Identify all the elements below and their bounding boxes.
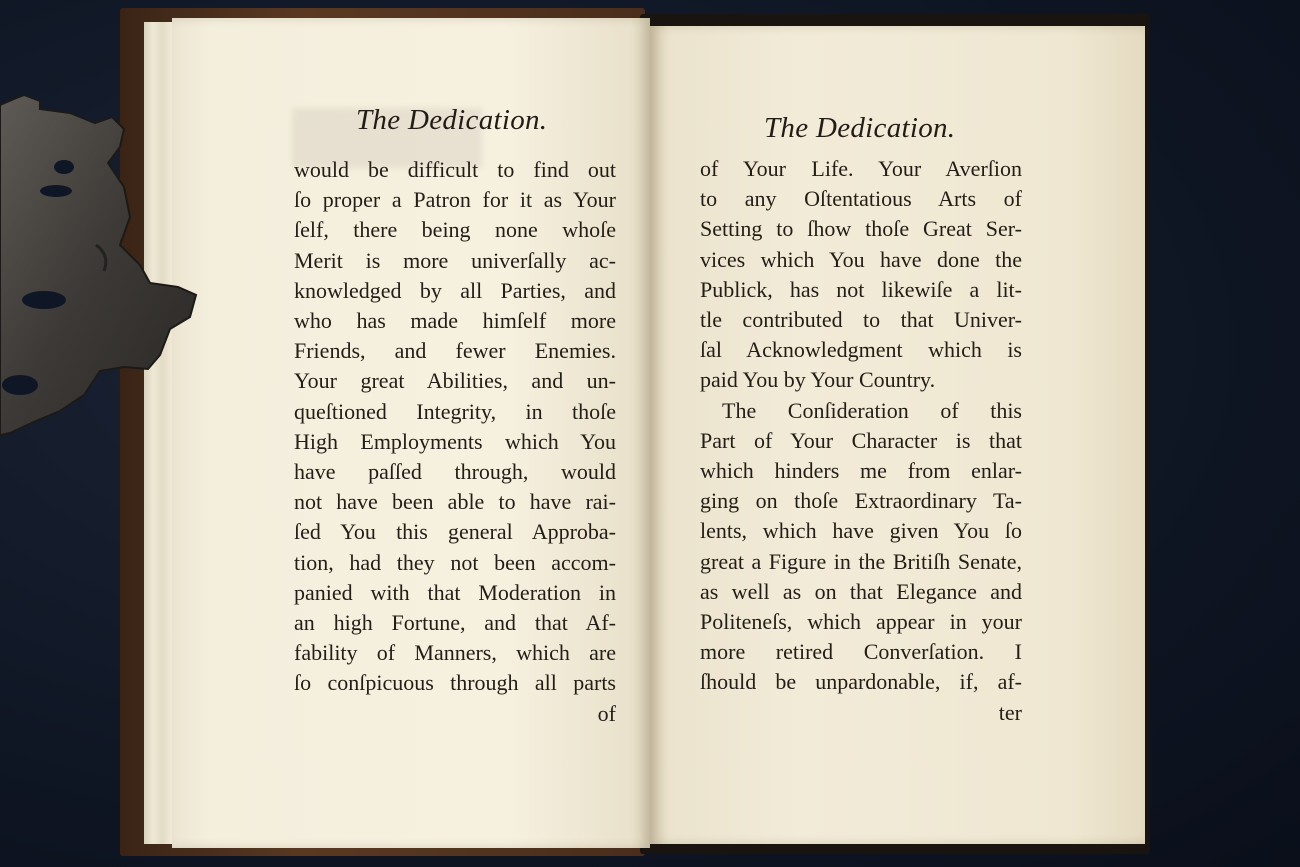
metal-clasp	[0, 95, 200, 440]
text-line: would be difficult to find out	[294, 157, 616, 182]
catchword: of	[597, 700, 616, 726]
text-line: paid You by Your Country.	[700, 367, 936, 393]
text-line: Setting to ſhow thoſe Great Ser-	[700, 216, 1022, 242]
text-line: tion, had they not been accom-	[294, 549, 616, 575]
text-line: great a Figure in the Britiſh Senate,	[700, 548, 1022, 574]
text-line: High Employments which You	[294, 428, 616, 454]
text-line: vices which You have done the	[700, 246, 1022, 272]
right-page	[650, 26, 1145, 844]
text-line: lents, which have given You ſo	[700, 518, 1022, 544]
text-line: ſhould be unpardonable, if, af-	[700, 669, 1022, 695]
text-line: not have been able to have rai-	[294, 489, 616, 515]
text-line: as well as on that Elegance and	[700, 578, 1022, 604]
text-line: ſelf, there being none whoſe	[294, 217, 616, 243]
text-line: knowledged by all Parties, and	[294, 277, 616, 303]
text-line: panied with that Moderation in	[294, 579, 616, 605]
text-line: queſtioned Integrity, in thoſe	[294, 398, 616, 424]
left-page	[172, 18, 650, 848]
text-line: have paſſed through, would	[294, 459, 616, 485]
text-line: ſal Acknowledgment which is	[700, 337, 1022, 363]
text-line: Part of Your Character is that	[700, 427, 1022, 453]
text-line: ſed You this general Approba-	[294, 519, 616, 545]
right-running-head: The Dedication.	[764, 112, 956, 144]
text-line: an high Fortune, and that Af-	[294, 610, 616, 636]
text-line: Politeneſs, which appear in your	[700, 609, 1022, 635]
text-line: Friends, and fewer Enemies.	[294, 338, 616, 364]
text-line: The Conſideration of this	[722, 397, 1022, 423]
text-line: Publick, has not likewiſe a lit-	[700, 276, 1022, 302]
text-line: fability of Manners, which are	[294, 640, 616, 666]
left-text-block	[294, 155, 616, 729]
text-line: ging on thoſe Extraordinary Ta-	[700, 488, 1022, 514]
text-line: ſo conſpicuous through all parts	[294, 670, 616, 696]
text-line: which hinders me from enlar-	[700, 458, 1022, 484]
catchword: ter	[998, 699, 1022, 725]
text-line: Your great Abilities, and un-	[294, 368, 616, 394]
left-running-head: The Dedication.	[356, 104, 548, 136]
text-line: who has made himſelf more	[294, 308, 616, 334]
right-text-block	[700, 154, 1022, 728]
text-line: ſo proper a Patron for it as Your	[294, 187, 616, 213]
text-line: to any Oſtentatious Arts of	[700, 186, 1022, 212]
text-line: more retired Converſation. I	[700, 639, 1022, 665]
text-line: tle contributed to that Univer-	[700, 307, 1022, 333]
text-line: Merit is more univerſally ac-	[294, 247, 616, 273]
text-line: of Your Life. Your Averſion	[700, 156, 1022, 181]
